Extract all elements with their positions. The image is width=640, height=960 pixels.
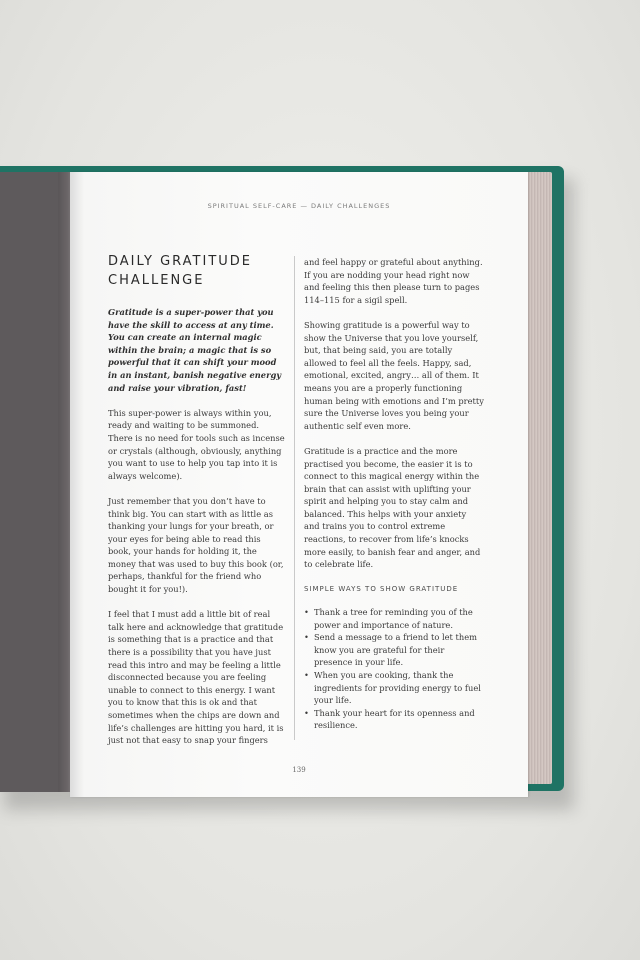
book-page <box>70 172 528 797</box>
page-number: 139 <box>292 766 306 774</box>
list-item: • Thank your heart for its openness and resilience. <box>304 707 484 732</box>
running-head: SPIRITUAL SELF-CARE — DAILY CHALLENGES <box>207 202 391 210</box>
body-paragraph: I feel that I must add a little bit of real talk here and acknowledge that gratitude is something that is a practice and that there is a possibility that you have just read this intro and may be feeling a little disconnected because you are feeling unable to connect to this energy. I want you to know that this is ok and that sometimes when the chips are down and life’s challenges are hitting you hard, it is just not that easy to snap your fingers <box>108 609 284 746</box>
list-item: • When you are cooking, thank the ingredients for providing energy to fuel your life. <box>304 669 484 707</box>
left-column <box>108 306 286 759</box>
body-paragraph: Just remember that you don’t have to think big. You can start with as little as thanking your lungs for your breath, or your eyes for being able to read this book, your hands for holding it, the money that was used to buy this book (or, perhaps, thankful for the friend who bought it for you!). <box>108 495 284 595</box>
right-column <box>304 256 484 732</box>
intro-paragraph: Gratitude is a super-power that you have the skill to access at any time. You can create an internal magic within the brain; a magic that is so powerful that it can shift your mood in an instant, banish negative energy and raise your vibration, fast! <box>108 307 282 393</box>
body-paragraph: This super-power is always within you, ready and waiting to be summoned. There is no need for tools such as incense or crystals (although, obviously, anything you want to use to help you tap into it is always welcome). <box>108 407 285 481</box>
list-item: • Send a message to a friend to let them know you are grateful for their presence in your life. <box>304 631 484 669</box>
page-title <box>108 252 278 290</box>
title-line-2: CHALLENGE <box>108 273 205 288</box>
gratitude-list <box>304 606 484 732</box>
body-paragraph: Gratitude is a practice and the more practised you become, the easier it is to connect to this magical energy within the brain that can assist with uplifting your spirit and helping you to stay calm and balanced. This helps with your anxiety and trains you to control extreme reactions, to recover from life’s knocks more easily, to banish fear and anger, and to celebrate life. <box>304 445 481 570</box>
page-edges <box>528 172 552 784</box>
list-item: • Thank a tree for reminding you of the power and importance of nature. <box>304 606 484 631</box>
column-divider <box>294 256 295 740</box>
section-subheading: SIMPLE WAYS TO SHOW GRATITUDE <box>304 585 459 594</box>
body-paragraph: Showing gratitude is a powerful way to show the Universe that you love yourself, but, that being said, you are totally allowed to feel all the feels. Happy, sad, emotional, excited, angry… all of them. It means you are a properly functioning human being with emotions and I’m pretty sure the Universe loves you being your authentic self even more. <box>304 319 484 431</box>
title-line-1: DAILY GRATITUDE <box>108 254 253 269</box>
body-paragraph: and feel happy or grateful about anything. If you are nodding your head right now and feeling this then please turn to pages 114–115 for a sigil spell. <box>304 257 483 305</box>
